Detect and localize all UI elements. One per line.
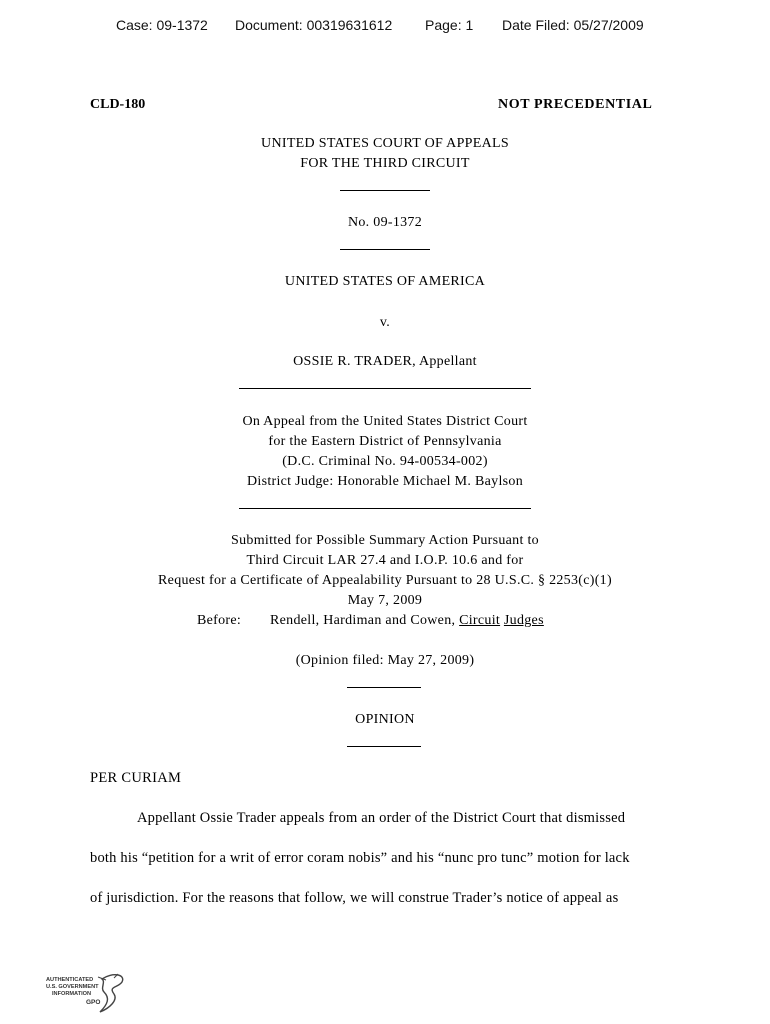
before-label: Before: (197, 613, 242, 628)
versus: v. (379, 315, 391, 330)
divider (340, 190, 430, 191)
judges-names: Rendell, Hardiman and Cowen, (270, 613, 460, 628)
district-judge: District Judge: Honorable Michael M. Baylson (246, 474, 524, 489)
document-number: Document: 00319631612 (235, 17, 393, 33)
appeal-line1: On Appeal from the United States District Court (242, 414, 528, 429)
defendant: OSSIE R. TRADER, Appellant (293, 354, 477, 369)
logo-line2: U.S. GOVERNMENT (46, 984, 99, 990)
judges-circuit: Circuit (459, 613, 501, 628)
case-number: Case: 09-1372 (116, 17, 208, 33)
submitted-line1: Submitted for Possible Summary Action Pursuant to (231, 533, 539, 548)
paragraph-line1: Appellant Ossie Trader appeals from an order of the District Court that dismissed (137, 810, 626, 826)
judges-title: Judges (503, 613, 544, 628)
gpo-eagle-icon (40, 970, 140, 1020)
logo-line4: GPO (86, 999, 101, 1006)
opinion-heading: OPINION (355, 712, 415, 727)
divider (347, 687, 421, 688)
plaintiff: UNITED STATES OF AMERICA (284, 274, 486, 289)
submitted-date: May 7, 2009 (347, 593, 423, 608)
case-no: No. 09-1372 (347, 215, 423, 230)
paragraph-line3: of jurisdiction. For the reasons that follow, we will construe Trader’s notice of appeal as (90, 890, 619, 906)
paragraph-line2: both his “petition for a writ of error coram nobis” and his “nunc pro tunc” motion for lack (90, 850, 630, 866)
divider (239, 508, 531, 509)
document-code: CLD-180 (90, 97, 146, 112)
divider (347, 746, 421, 747)
submitted-line3: Request for a Certificate of Appealability Pursuant to 28 U.S.C. § 2253(c)(1) (158, 573, 612, 588)
appeal-line2: for the Eastern District of Pennsylvania (268, 434, 502, 449)
date-filed: Date Filed: 05/27/2009 (502, 17, 644, 33)
precedential-status: NOT PRECEDENTIAL (498, 97, 653, 112)
appeal-line3: (D.C. Criminal No. 94-00534-002) (282, 454, 488, 469)
court-name-line2: FOR THE THIRD CIRCUIT (300, 156, 470, 171)
submitted-line2: Third Circuit LAR 27.4 and I.O.P. 10.6 and for (246, 553, 524, 568)
per-curiam: PER CURIAM (90, 770, 182, 786)
page-number: Page: 1 (425, 17, 474, 33)
logo-line1: AUTHENTICATED (46, 977, 94, 983)
panel-judges (270, 613, 544, 629)
divider (340, 249, 430, 250)
divider (239, 388, 531, 389)
gpo-authentication-logo (40, 970, 140, 1020)
opinion-filed: (Opinion filed: May 27, 2009) (295, 653, 475, 668)
court-name-line1: UNITED STATES COURT OF APPEALS (261, 136, 509, 151)
logo-line3: INFORMATION (52, 991, 92, 997)
